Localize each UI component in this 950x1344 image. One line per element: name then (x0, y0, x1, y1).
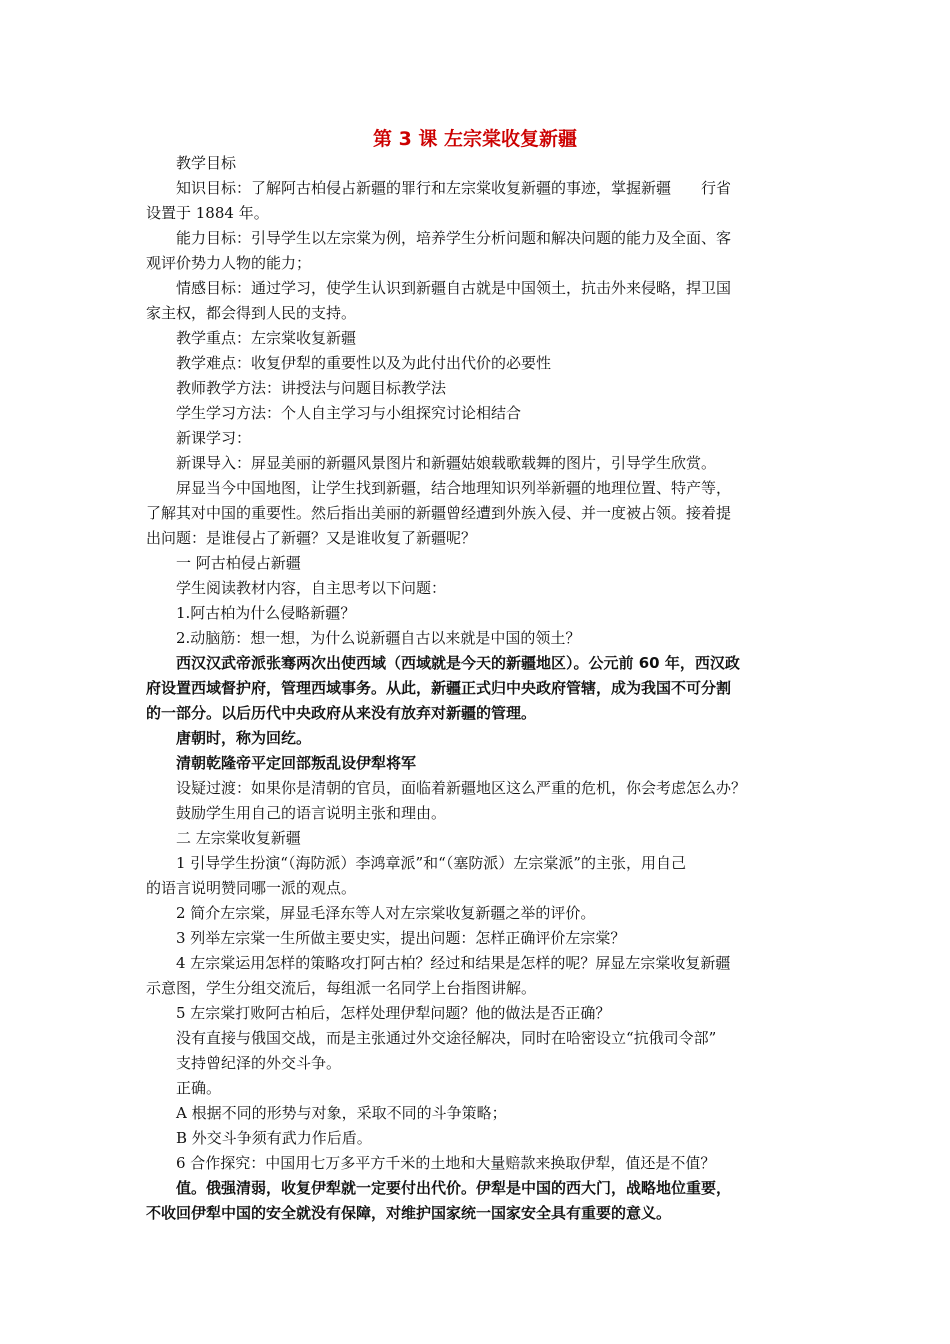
text-line: 家主权，都会得到人民的支持。 (146, 304, 357, 322)
text-line: 学生学习方法：个人自主学习与小组探究讨论相结合 (176, 404, 522, 422)
text-line: 情感目标：通过学习，使学生认识到新疆自古就是中国领土，抗击外来侵略，捍卫国 (176, 279, 732, 297)
text-line: 新课学习： (176, 429, 252, 447)
text-line: 2 简介左宗棠，屏显毛泽东等人对左宗棠收复新疆之举的评价。 (176, 904, 596, 922)
text-line: 示意图，学生分组交流后，每组派一名同学上台指图讲解。 (146, 979, 537, 997)
text-line: 支持曾纪泽的外交斗争。 (176, 1054, 342, 1072)
text-line: 的一部分。以后历代中央政府从来没有放弃对新疆的管理。 (146, 704, 537, 722)
lesson-body (146, 151, 810, 1226)
text-line: 屏显当今中国地图，让学生找到新疆，结合地理知识列举新疆的地理位置、特产等， (176, 479, 732, 497)
text-line: 教师教学方法：讲授法与问题目标教学法 (176, 379, 447, 397)
text-line: 3 列举左宗棠一生所做主要史实，提出问题：怎样正确评价左宗棠？ (176, 929, 626, 947)
text-line: 正确。 (176, 1079, 222, 1097)
text-line: 新课导入：屏显美丽的新疆风景图片和新疆姑娘载歌载舞的图片，引导学生欣赏。 (176, 454, 717, 472)
text-line: 清朝乾隆帝平定回部叛乱设伊犁将军 (176, 754, 417, 772)
text-line: 教学难点：收复伊犁的重要性以及为此付出代价的必要性 (176, 354, 552, 372)
text-line: 6 合作探究：中国用七万多平方千米的土地和大量赔款来换取伊犁，值还是不值？ (176, 1154, 716, 1172)
text-line: 能力目标：引导学生以左宗棠为例，培养学生分析问题和解决问题的能力及全面、客 (176, 229, 732, 247)
text-line: 设疑过渡：如果你是清朝的官员，面临着新疆地区这么严重的危机，你会考虑怎么办？ (176, 779, 747, 797)
text-line: 教学目标 (176, 154, 237, 172)
text-line: 学生阅读教材内容，自主思考以下问题： (176, 579, 447, 597)
text-line: 的语言说明赞同哪一派的观点。 (146, 879, 357, 897)
text-line: 二 左宗棠收复新疆 (176, 829, 301, 847)
text-line: 西汉汉武帝派张骞两次出使西域（西域就是今天的新疆地区）。公元前 60 年，西汉政 (176, 654, 740, 672)
text-line: 一 阿古柏侵占新疆 (176, 554, 301, 572)
text-line: 设置于 1884 年。 (146, 204, 269, 222)
text-line: 值。俄强清弱，收复伊犁就一定要付出代价。伊犁是中国的西大门，战略地位重要， (176, 1179, 732, 1197)
text-line: 1.阿古柏为什么侵略新疆？ (176, 604, 356, 622)
text-line: 教学重点：左宗棠收复新疆 (176, 329, 357, 347)
text-line: B 外交斗争须有武力作后盾。 (176, 1129, 372, 1147)
text-line: 不收回伊犁中国的安全就没有保障，对维护国家统一国家安全具有重要的意义。 (146, 1204, 672, 1222)
text-line: 出问题：是谁侵占了新疆？又是谁收复了新疆呢？ (146, 529, 477, 547)
text-line: 5 左宗棠打败阿古柏后，怎样处理伊犁问题？他的做法是否正确？ (176, 1004, 611, 1022)
text-line: 府设置西域督护府，管理西域事务。从此，新疆正式归中央政府管辖，成为我国不可分割 (146, 679, 732, 697)
text-line: 4 左宗棠运用怎样的策略攻打阿古柏？经过和结果是怎样的呢？屏显左宗棠收复新疆 (176, 954, 731, 972)
text-line: 知识目标：了解阿古柏侵占新疆的罪行和左宗棠收复新疆的事迹，掌握新疆 行省 (176, 179, 732, 197)
lesson-title: 第 3 课 左宗棠收复新疆 (372, 128, 578, 150)
text-line: 2.动脑筋：想一想，为什么说新疆自古以来就是中国的领土？ (176, 629, 581, 647)
text-line: 没有直接与俄国交战，而是主张通过外交途径解决，同时在哈密设立“抗俄司令部” (176, 1029, 717, 1047)
text-line: 唐朝时，称为回纥。 (176, 729, 312, 747)
text-line: 观评价势力人物的能力； (146, 254, 312, 272)
text-line: 了解其对中国的重要性。然后指出美丽的新疆曾经遭到外族入侵、并一度被占领。接着提 (146, 504, 732, 522)
text-line: 鼓励学生用自己的语言说明主张和理由。 (176, 804, 447, 822)
text-line: A 根据不同的形势与对象，采取不同的斗争策略； (176, 1104, 507, 1122)
text-line: 1 引导学生扮演“（海防派）李鸿章派”和“（塞防派）左宗棠派”的主张，用自己 (176, 854, 686, 872)
